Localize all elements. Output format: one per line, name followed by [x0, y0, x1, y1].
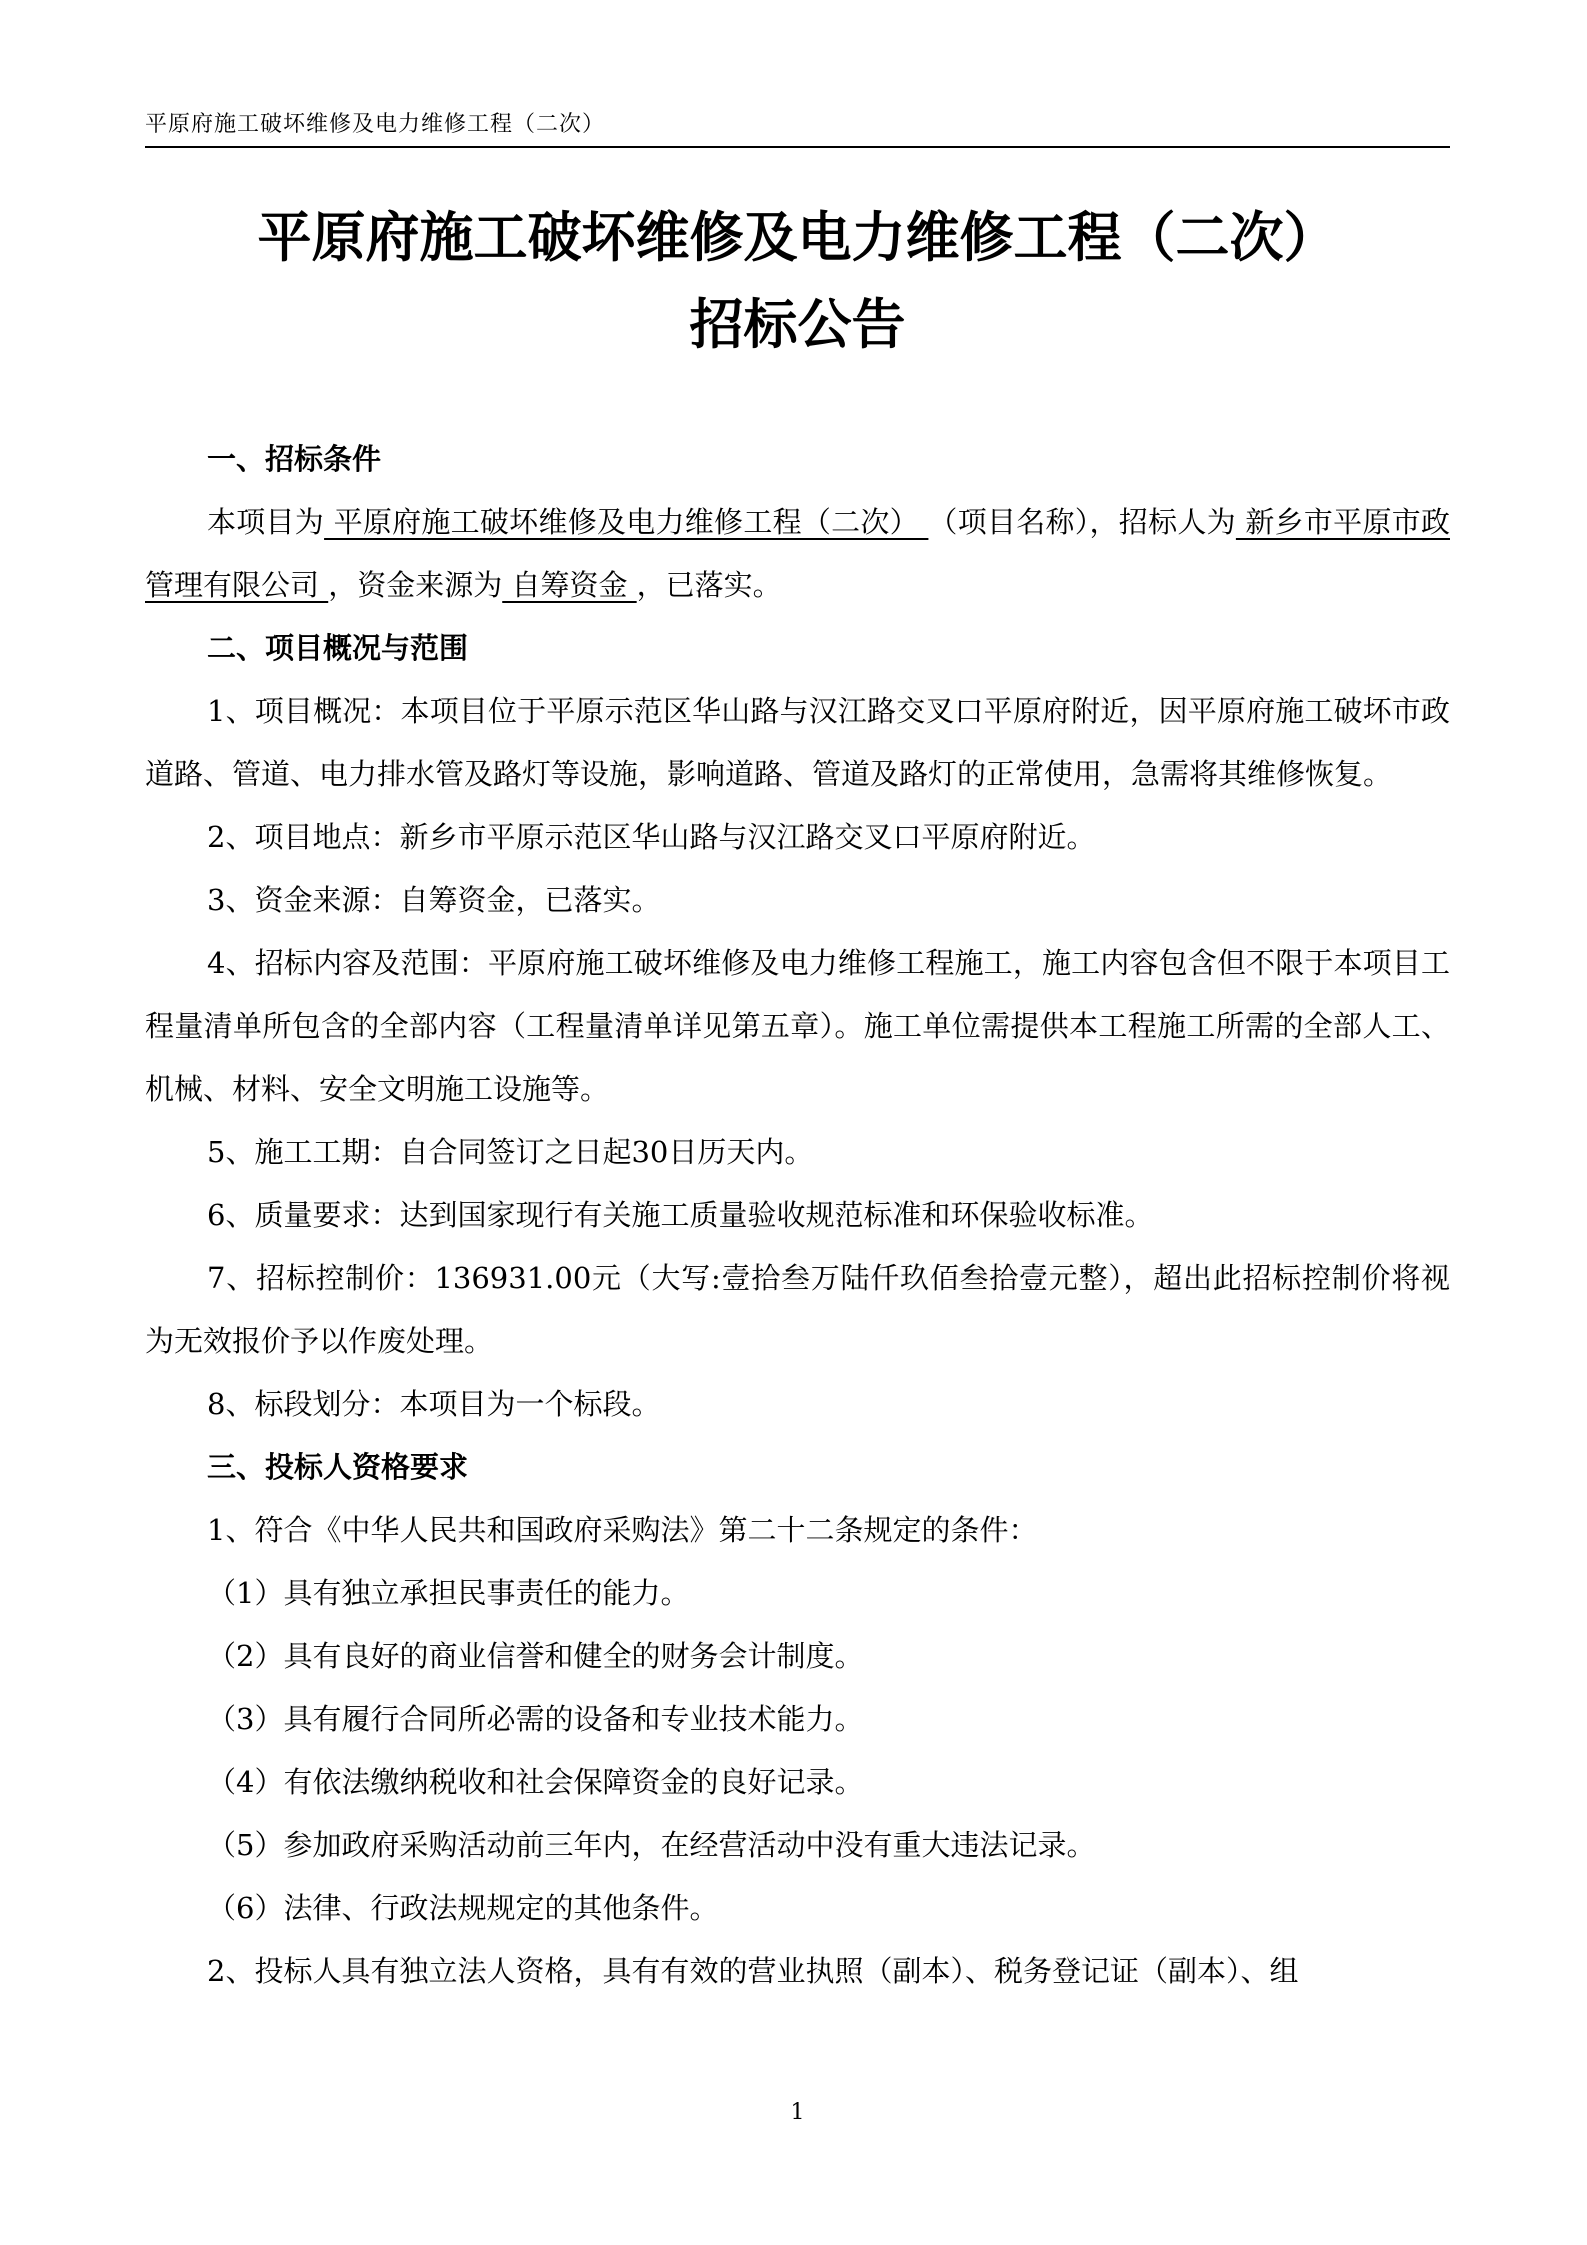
section-heading-3: 三、投标人资格要求 [207, 1450, 469, 1484]
qualification-subitem: （6）法律、行政法规规定的其他条件。 [207, 1891, 719, 1925]
qualification-item: 1、符合《中华人民共和国政府采购法》第二十二条规定的条件： [207, 1513, 1038, 1547]
overview-item: 8、标段划分：本项目为一个标段。 [207, 1387, 661, 1421]
text-fragment: ，资金来源为 [328, 568, 503, 602]
text-fragment: 本项目为 [207, 505, 325, 539]
section-heading-2: 二、项目概况与范围 [207, 631, 469, 665]
qualification-subitem: （3）具有履行合同所必需的设备和专业技术能力。 [207, 1702, 864, 1736]
overview-item: 3、资金来源：自筹资金，已落实。 [207, 883, 661, 917]
document-subtitle: 招标公告 [689, 293, 906, 356]
overview-item: 4、招标内容及范围：平原府施工破坏维修及电力维修工程施工，施工内容包含但不限于本项目工程量清单所包含的全部内容（工程量清单详见第五章）。施工单位需提供本工程施工所需的全部人工、机械、材料、安全文明施工设施等。 [145, 946, 1450, 1106]
overview-item: 2、项目地点：新乡市平原示范区华山路与汉江路交叉口平原府附近。 [207, 820, 1096, 854]
project-name-field: 平原府施工破坏维修及电力维修工程（二次） [324, 505, 929, 539]
section-heading-1: 一、招标条件 [207, 442, 382, 476]
header-rule [145, 146, 1450, 148]
qualification-subitem: （1）具有独立承担民事责任的能力。 [207, 1576, 690, 1610]
page-number: 1 [790, 2100, 805, 2125]
overview-item: 5、施工工期：自合同签订之日起30日历天内。 [207, 1135, 814, 1169]
overview-item: 1、项目概况：本项目位于平原示范区华山路与汉江路交叉口平原府附近，因平原府施工破坏市政道路、管道、电力排水管及路灯等设施，影响道路、管道及路灯的正常使用，急需将其维修恢复。 [145, 694, 1450, 791]
text-fragment: ，已落实。 [636, 568, 782, 602]
document-title: 平原府施工破坏维修及电力维修工程（二次） [257, 206, 1338, 269]
tender-conditions-paragraph [145, 491, 1450, 617]
tenderer-name-field: 新乡市平原市政管理有限公司 [145, 505, 1450, 602]
document-body [145, 428, 1450, 2003]
overview-item: 6、质量要求：达到国家现行有关施工质量验收规范标准和环保验收标准。 [207, 1198, 1154, 1232]
overview-item: 7、招标控制价：136931.00元（大写:壹拾叁万陆仟玖佰叁拾壹元整），超出此招标控制价将视为无效报价予以作废处理。 [145, 1261, 1450, 1358]
qualification-item: 2、投标人具有独立法人资格，具有有效的营业执照（副本）、税务登记证（副本）、组 [207, 1954, 1299, 1988]
qualification-subitem: （5）参加政府采购活动前三年内，在经营活动中没有重大违法记录。 [207, 1828, 1096, 1862]
qualification-subitem: （2）具有良好的商业信誉和健全的财务会计制度。 [207, 1639, 864, 1673]
running-header: 平原府施工破坏维修及电力维修工程（二次） [145, 112, 606, 137]
funds-source-field: 自筹资金 [502, 568, 637, 602]
qualification-subitem: （4）有依法缴纳税收和社会保障资金的良好记录。 [207, 1765, 864, 1799]
text-fragment: （项目名称），招标人为 [928, 505, 1236, 539]
